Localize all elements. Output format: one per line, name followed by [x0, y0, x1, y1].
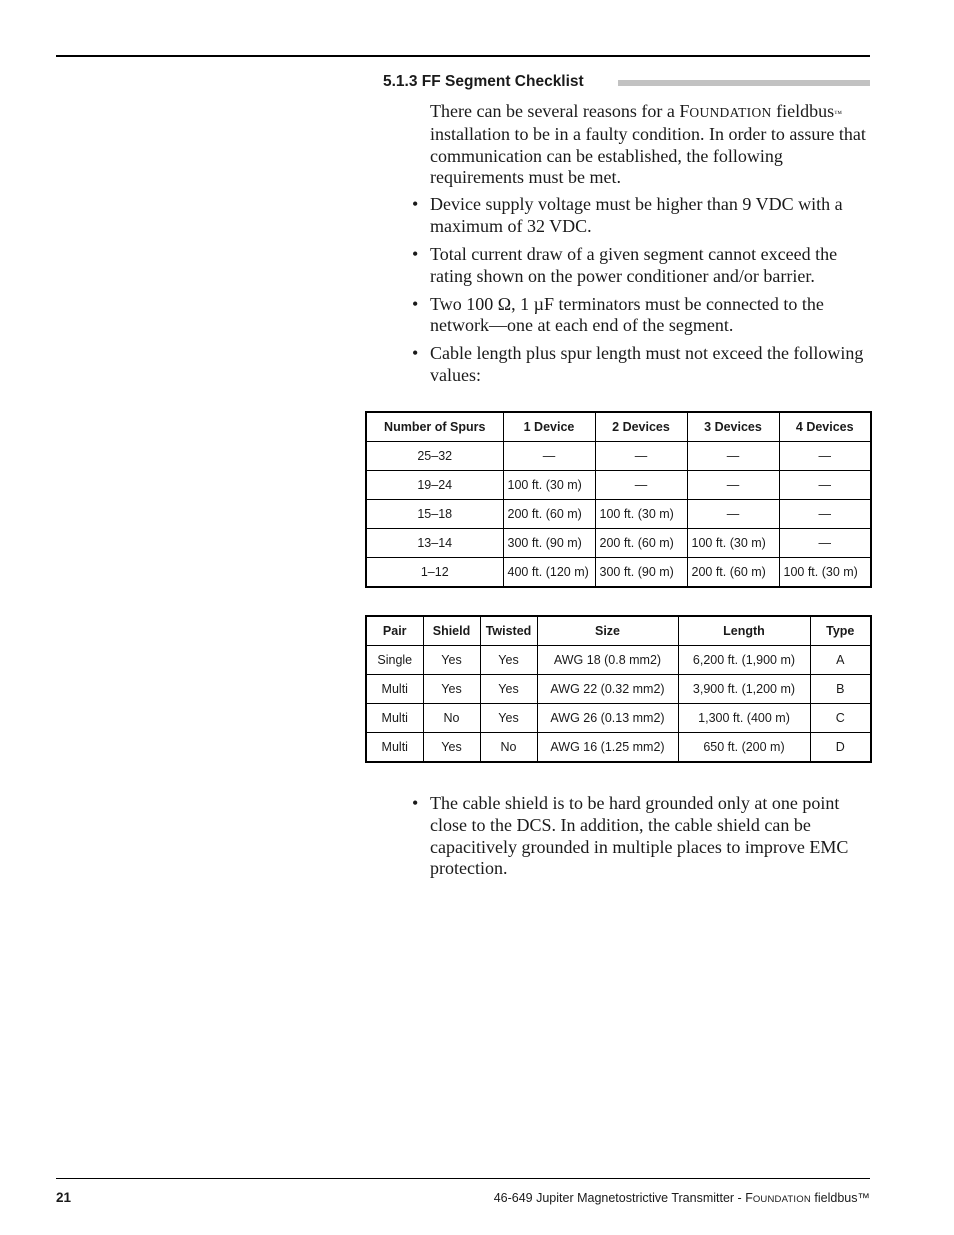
trademark-symbol: ™: [834, 109, 842, 118]
table-header-cell: 4 Devices: [779, 412, 871, 442]
table-cell: AWG 18 (0.8 mm2): [537, 646, 678, 675]
table-cell: —: [687, 500, 779, 529]
table-cell: Yes: [480, 704, 537, 733]
table-cell: —: [779, 471, 871, 500]
bullet-icon: •: [412, 793, 419, 813]
requirement-text: Device supply voltage must be higher than 9 VDC with a maximum of 32 VDC.: [430, 194, 843, 236]
table-cell: Yes: [423, 733, 480, 763]
table-row: [366, 646, 871, 675]
table-header-cell: Size: [537, 616, 678, 646]
table-cell: AWG 22 (0.32 mm2): [537, 675, 678, 704]
table-cell: 300 ft. (90 m): [503, 529, 595, 558]
section-heading: [383, 72, 870, 92]
table-cell: —: [779, 529, 871, 558]
section-title-bar: [618, 80, 870, 86]
spur-length-table: [365, 411, 872, 588]
table-cell: —: [595, 471, 687, 500]
table-header-cell: 3 Devices: [687, 412, 779, 442]
table-cell: Multi: [366, 704, 423, 733]
table-cell: 200 ft. (60 m): [687, 558, 779, 588]
table-cell: B: [810, 675, 871, 704]
table-cell: Multi: [366, 675, 423, 704]
list-item: [412, 793, 875, 880]
footer-rule: [56, 1178, 870, 1179]
list-item: [412, 293, 875, 338]
table-row: [366, 471, 871, 500]
table-header-cell: Shield: [423, 616, 480, 646]
table-cell: No: [423, 704, 480, 733]
requirement-text: Cable length plus spur length must not exceed the following values:: [430, 343, 864, 386]
table-row: [366, 704, 871, 733]
table-cell: 100 ft. (30 m): [595, 500, 687, 529]
intro-part1: There can be several reasons for a: [430, 101, 680, 121]
table-header-cell: Length: [678, 616, 810, 646]
table-cell: 3,900 ft. (1,200 m): [678, 675, 810, 704]
shield-grounding-list: [412, 793, 875, 886]
table-cell: 1,300 ft. (400 m): [678, 704, 810, 733]
table-cell: 100 ft. (30 m): [687, 529, 779, 558]
table-cell: D: [810, 733, 871, 763]
table-cell: AWG 16 (1.25 mm2): [537, 733, 678, 763]
requirements-list: [412, 194, 875, 393]
footer-title: [494, 1191, 870, 1205]
intro-part3: installation to be in a faulty condition. In order to assure that communication can be established, the following requirements must be met.: [430, 123, 866, 188]
table-header-row: [366, 616, 871, 646]
table-cell: —: [779, 442, 871, 471]
cable-type-table: [365, 615, 872, 763]
table-cell: 400 ft. (120 m): [503, 558, 595, 588]
table-cell: 200 ft. (60 m): [503, 500, 595, 529]
page-number: 21: [56, 1190, 72, 1205]
table-cell: 100 ft. (30 m): [503, 471, 595, 500]
table-cell: 1–12: [366, 558, 503, 588]
table-cell: 650 ft. (200 m): [678, 733, 810, 763]
table-cell: Yes: [423, 646, 480, 675]
section-title: 5.1.3 FF Segment Checklist: [383, 73, 584, 90]
table-cell: 19–24: [366, 471, 503, 500]
table-header-cell: Number of Spurs: [366, 412, 503, 442]
table-header-cell: Twisted: [480, 616, 537, 646]
table-cell: Single: [366, 646, 423, 675]
table-row: [366, 529, 871, 558]
footer-brand-rest: OUNDATION: [752, 1194, 811, 1205]
table-cell: 200 ft. (60 m): [595, 529, 687, 558]
table-cell: 13–14: [366, 529, 503, 558]
list-item: [412, 194, 875, 238]
footer-title-prefix: 46-649 Jupiter Magnetostrictive Transmitter -: [493, 1191, 746, 1205]
table-cell: —: [595, 442, 687, 471]
table-header-cell: 1 Device: [503, 412, 595, 442]
table-cell: Yes: [480, 646, 537, 675]
table-row: [366, 442, 871, 471]
table-row: [366, 675, 871, 704]
table-cell: Yes: [423, 675, 480, 704]
list-item: [412, 243, 875, 288]
intro-brand-first: F: [679, 101, 690, 121]
table-cell: 15–18: [366, 500, 503, 529]
table-cell: No: [480, 733, 537, 763]
table-cell: 100 ft. (30 m): [779, 558, 871, 588]
table-header-row: [366, 412, 871, 442]
table-cell: 6,200 ft. (1,900 m): [678, 646, 810, 675]
footer-title-suffix: fieldbus™: [810, 1191, 870, 1205]
table-cell: Yes: [480, 675, 537, 704]
table-cell: —: [503, 442, 595, 471]
table-row: [366, 500, 871, 529]
header-rule: [56, 55, 870, 57]
intro-brand-rest: OUNDATION: [689, 105, 772, 120]
bullet-icon: •: [412, 343, 419, 364]
table-header-cell: 2 Devices: [595, 412, 687, 442]
table-cell: —: [687, 442, 779, 471]
bullet-icon: •: [412, 243, 419, 264]
table-cell: Multi: [366, 733, 423, 763]
table-cell: —: [687, 471, 779, 500]
table-cell: 300 ft. (90 m): [595, 558, 687, 588]
table-cell: AWG 26 (0.13 mm2): [537, 704, 678, 733]
intro-part2: fieldbus: [771, 101, 835, 121]
shield-grounding-text: The cable shield is to be hard grounded only at one point close to the DCS. In addition, the cable shield can be capacitively grounded in multiple places to improve EMC protection.: [430, 793, 849, 879]
bullet-icon: •: [412, 293, 419, 314]
table-header-cell: Type: [810, 616, 871, 646]
table-header-cell: Pair: [366, 616, 423, 646]
table-row: [366, 733, 871, 763]
table-cell: A: [810, 646, 871, 675]
requirement-text: Total current draw of a given segment cannot exceed the rating shown on the power conditioner and/or barrier.: [430, 243, 838, 286]
requirement-text: Two 100 Ω, 1 µF terminators must be connected to the network—one at each end of the segment.: [430, 293, 824, 336]
table-cell: —: [779, 500, 871, 529]
list-item: [412, 343, 875, 387]
table-row: [366, 558, 871, 588]
table-cell: C: [810, 704, 871, 733]
bullet-icon: •: [412, 194, 419, 214]
table-cell: 25–32: [366, 442, 503, 471]
intro-paragraph: [430, 101, 875, 189]
footer-brand-first: F: [745, 1191, 753, 1205]
